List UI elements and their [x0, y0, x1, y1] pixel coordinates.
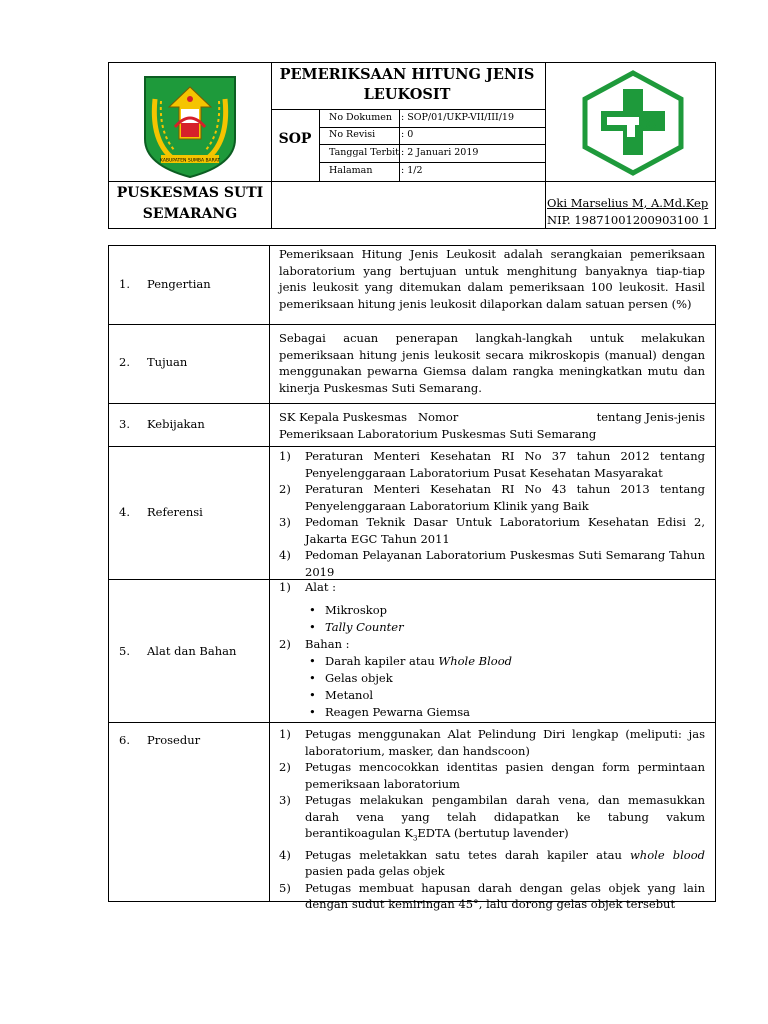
list-item [279, 687, 705, 704]
list-text: pasien pada gelas objek [305, 847, 709, 879]
list-number: 4) [279, 847, 291, 862]
list-text: Peraturan Menteri Kesehatan RI No 43 tahun 2013 tentang Penyelenggaraan Laboratorium Klinik yang Baik [305, 482, 705, 513]
puskesmas-name [109, 183, 271, 225]
puskesmas-name-line1: PUSKESMAS SUTI [116, 185, 264, 201]
list-text: Metanol [325, 688, 374, 702]
list-text: EDTA (bertutup lavender) [417, 826, 569, 840]
materials-heading [279, 636, 705, 653]
tools-heading [279, 579, 705, 596]
section-text [279, 579, 705, 721]
puskesmas-logo [577, 69, 689, 177]
meta-key: No Dokumen [329, 112, 393, 123]
list-item [279, 547, 705, 580]
section-text [279, 726, 709, 913]
meta-key: Halaman [329, 165, 373, 176]
list-text: Reagen Pewarna Giemsa [325, 705, 471, 719]
list-number: 4) [279, 548, 291, 562]
list-text: Petugas melakukan pengambilan darah vena, dan memasukkan darah vena yang telah didapatkan ke tabung vakum berantikoagulan K [305, 793, 705, 840]
meta-value: : 2 Januari 2019 [401, 147, 479, 158]
section-label: Prosedur [147, 733, 201, 747]
sop-label: SOP [278, 131, 312, 147]
list-number: 2) [279, 760, 291, 774]
divider [319, 144, 545, 145]
list-subscript: 3 [412, 834, 418, 843]
section-number: 4. [119, 505, 130, 519]
section-text: Pemeriksaan Hitung Jenis Leukosit adalah serangkaian pemeriksaan laboratorium yang bertujuan untuk menghitung banyaknya tiap-tiap jenis leukosit yang ditemukan dalam pemeriksaan 100 leukosit. Hasil pemeriksaan hitung jenis leukosit dilaporkan dalam satuan persen (%) [279, 247, 705, 311]
list-text: Pedoman Pelayanan Laboratorium Puskesmas Suti Semarang Tahun 2019 [305, 548, 705, 579]
policy-text-c: Pemeriksaan Laboratorium Puskesmas Suti Semarang [279, 426, 597, 441]
list-number: 5) [279, 880, 291, 895]
procedure-list [279, 726, 709, 913]
meta-key: Tanggal Terbit [329, 147, 399, 158]
list-item [279, 880, 705, 913]
section-label: Pengertian [147, 277, 211, 291]
list-number: 2) [279, 482, 291, 496]
signatory-block [547, 195, 710, 229]
list-item [279, 792, 705, 847]
policy-text-a: SK Kepala Puskesmas Nomor [279, 410, 459, 424]
reference-list [279, 448, 705, 580]
materials-list [279, 653, 705, 721]
list-number: 1) [279, 449, 291, 463]
meta-value: : SOP/01/UKP-VII/III/19 [401, 112, 515, 123]
section-label: Referensi [147, 505, 203, 519]
list-item [279, 704, 705, 721]
list-number: 3) [279, 515, 291, 529]
divider [271, 109, 545, 110]
tools-label: Alat : [305, 580, 336, 594]
divider [109, 181, 715, 182]
list-number: 1) [279, 727, 291, 741]
meta-value: : 1/2 [401, 165, 423, 176]
regional-emblem-logo [131, 69, 249, 181]
list-text: Peraturan Menteri Kesehatan RI No 37 tahun 2012 tentang Penyelenggaraan Laboratorium Pusat Kesehatan Masyarakat [305, 449, 705, 480]
list-item [279, 602, 705, 619]
list-number: 2) [279, 637, 291, 651]
list-item [279, 759, 705, 792]
emblem-ribbon-text: KABUPATEN SUMBA BARAT [159, 158, 221, 164]
signatory-name: Oki Marselius M, A.Md.Kep [547, 196, 709, 210]
tools-list [279, 602, 705, 636]
section-label: Alat dan Bahan [147, 644, 237, 658]
meta-value: : 0 [401, 129, 414, 140]
divider [269, 246, 270, 901]
signatory-nip: NIP. 19871001200903100 1 [547, 213, 710, 227]
document-title: PEMERIKSAAN HITUNG JENIS LEUKOSIT [279, 66, 535, 103]
list-text: Petugas membuat hapusan darah dengan gelas objek yang lain dengan sudut kemiringan 45°, lalu dorong gelas objek tersebut [305, 880, 705, 912]
list-number: 3) [279, 793, 291, 807]
section-text [279, 448, 705, 580]
list-text-italic: Whole Blood [438, 654, 513, 668]
list-number: 1) [279, 580, 291, 594]
list-item [279, 653, 705, 670]
materials-label: Bahan : [305, 637, 350, 651]
divider [319, 127, 545, 128]
divider [109, 403, 715, 404]
list-item [279, 448, 705, 481]
list-text: Mikroskop [325, 603, 387, 617]
divider [109, 324, 715, 325]
list-text: Petugas menggunakan Alat Pelindung Diri lengkap (meliputi: jas laboratorium, masker, dan handscoon) [305, 727, 705, 758]
list-item [279, 670, 705, 687]
list-text: Tally Counter [325, 620, 404, 634]
list-text: Gelas objek [325, 671, 393, 685]
section-text: Sebagai acuan penerapan langkah-langkah untuk melakukan pemeriksaan hitung jenis leukosit secara mikroskopis (manual) dengan menggunakan pewarna Giemsa dalam rangka meningkatkan mutu dan kinerja Puskesmas Suti Semarang. [279, 331, 705, 395]
list-text: Darah kapiler atau [325, 654, 439, 668]
list-item [279, 481, 705, 514]
list-text: Petugas meletakkan satu tetes darah kapiler atau [305, 847, 630, 862]
list-item [279, 514, 705, 547]
divider [399, 109, 400, 181]
section-text [279, 409, 705, 442]
divider [545, 63, 546, 228]
divider [109, 446, 715, 447]
list-text: Petugas mencocokkan identitas pasien dengan form permintaan pemeriksaan laboratorium [305, 760, 705, 791]
divider [319, 162, 545, 163]
divider [319, 109, 320, 181]
list-item [279, 619, 705, 636]
section-label: Tujuan [147, 355, 188, 369]
section-number: 2. [119, 355, 130, 369]
section-number: 6. [119, 733, 130, 747]
section-number: 3. [119, 417, 130, 431]
list-item [279, 726, 705, 759]
section-label: Kebijakan [147, 417, 205, 431]
list-text: Pedoman Teknik Dasar Untuk Laboratorium Kesehatan Edisi 2, Jakarta EGC Tahun 2011 [305, 515, 705, 546]
document-header [108, 62, 716, 229]
meta-key: No Revisi [329, 129, 376, 140]
list-item [279, 847, 709, 880]
section-number: 5. [119, 644, 130, 658]
divider [109, 722, 715, 723]
policy-text-b: tentang Jenis-jenis [596, 410, 705, 424]
puskesmas-name-line2: SEMARANG [142, 206, 238, 222]
section-number: 1. [119, 277, 130, 291]
sop-content-table [108, 245, 716, 912]
list-text-italic: whole blood [629, 847, 705, 862]
